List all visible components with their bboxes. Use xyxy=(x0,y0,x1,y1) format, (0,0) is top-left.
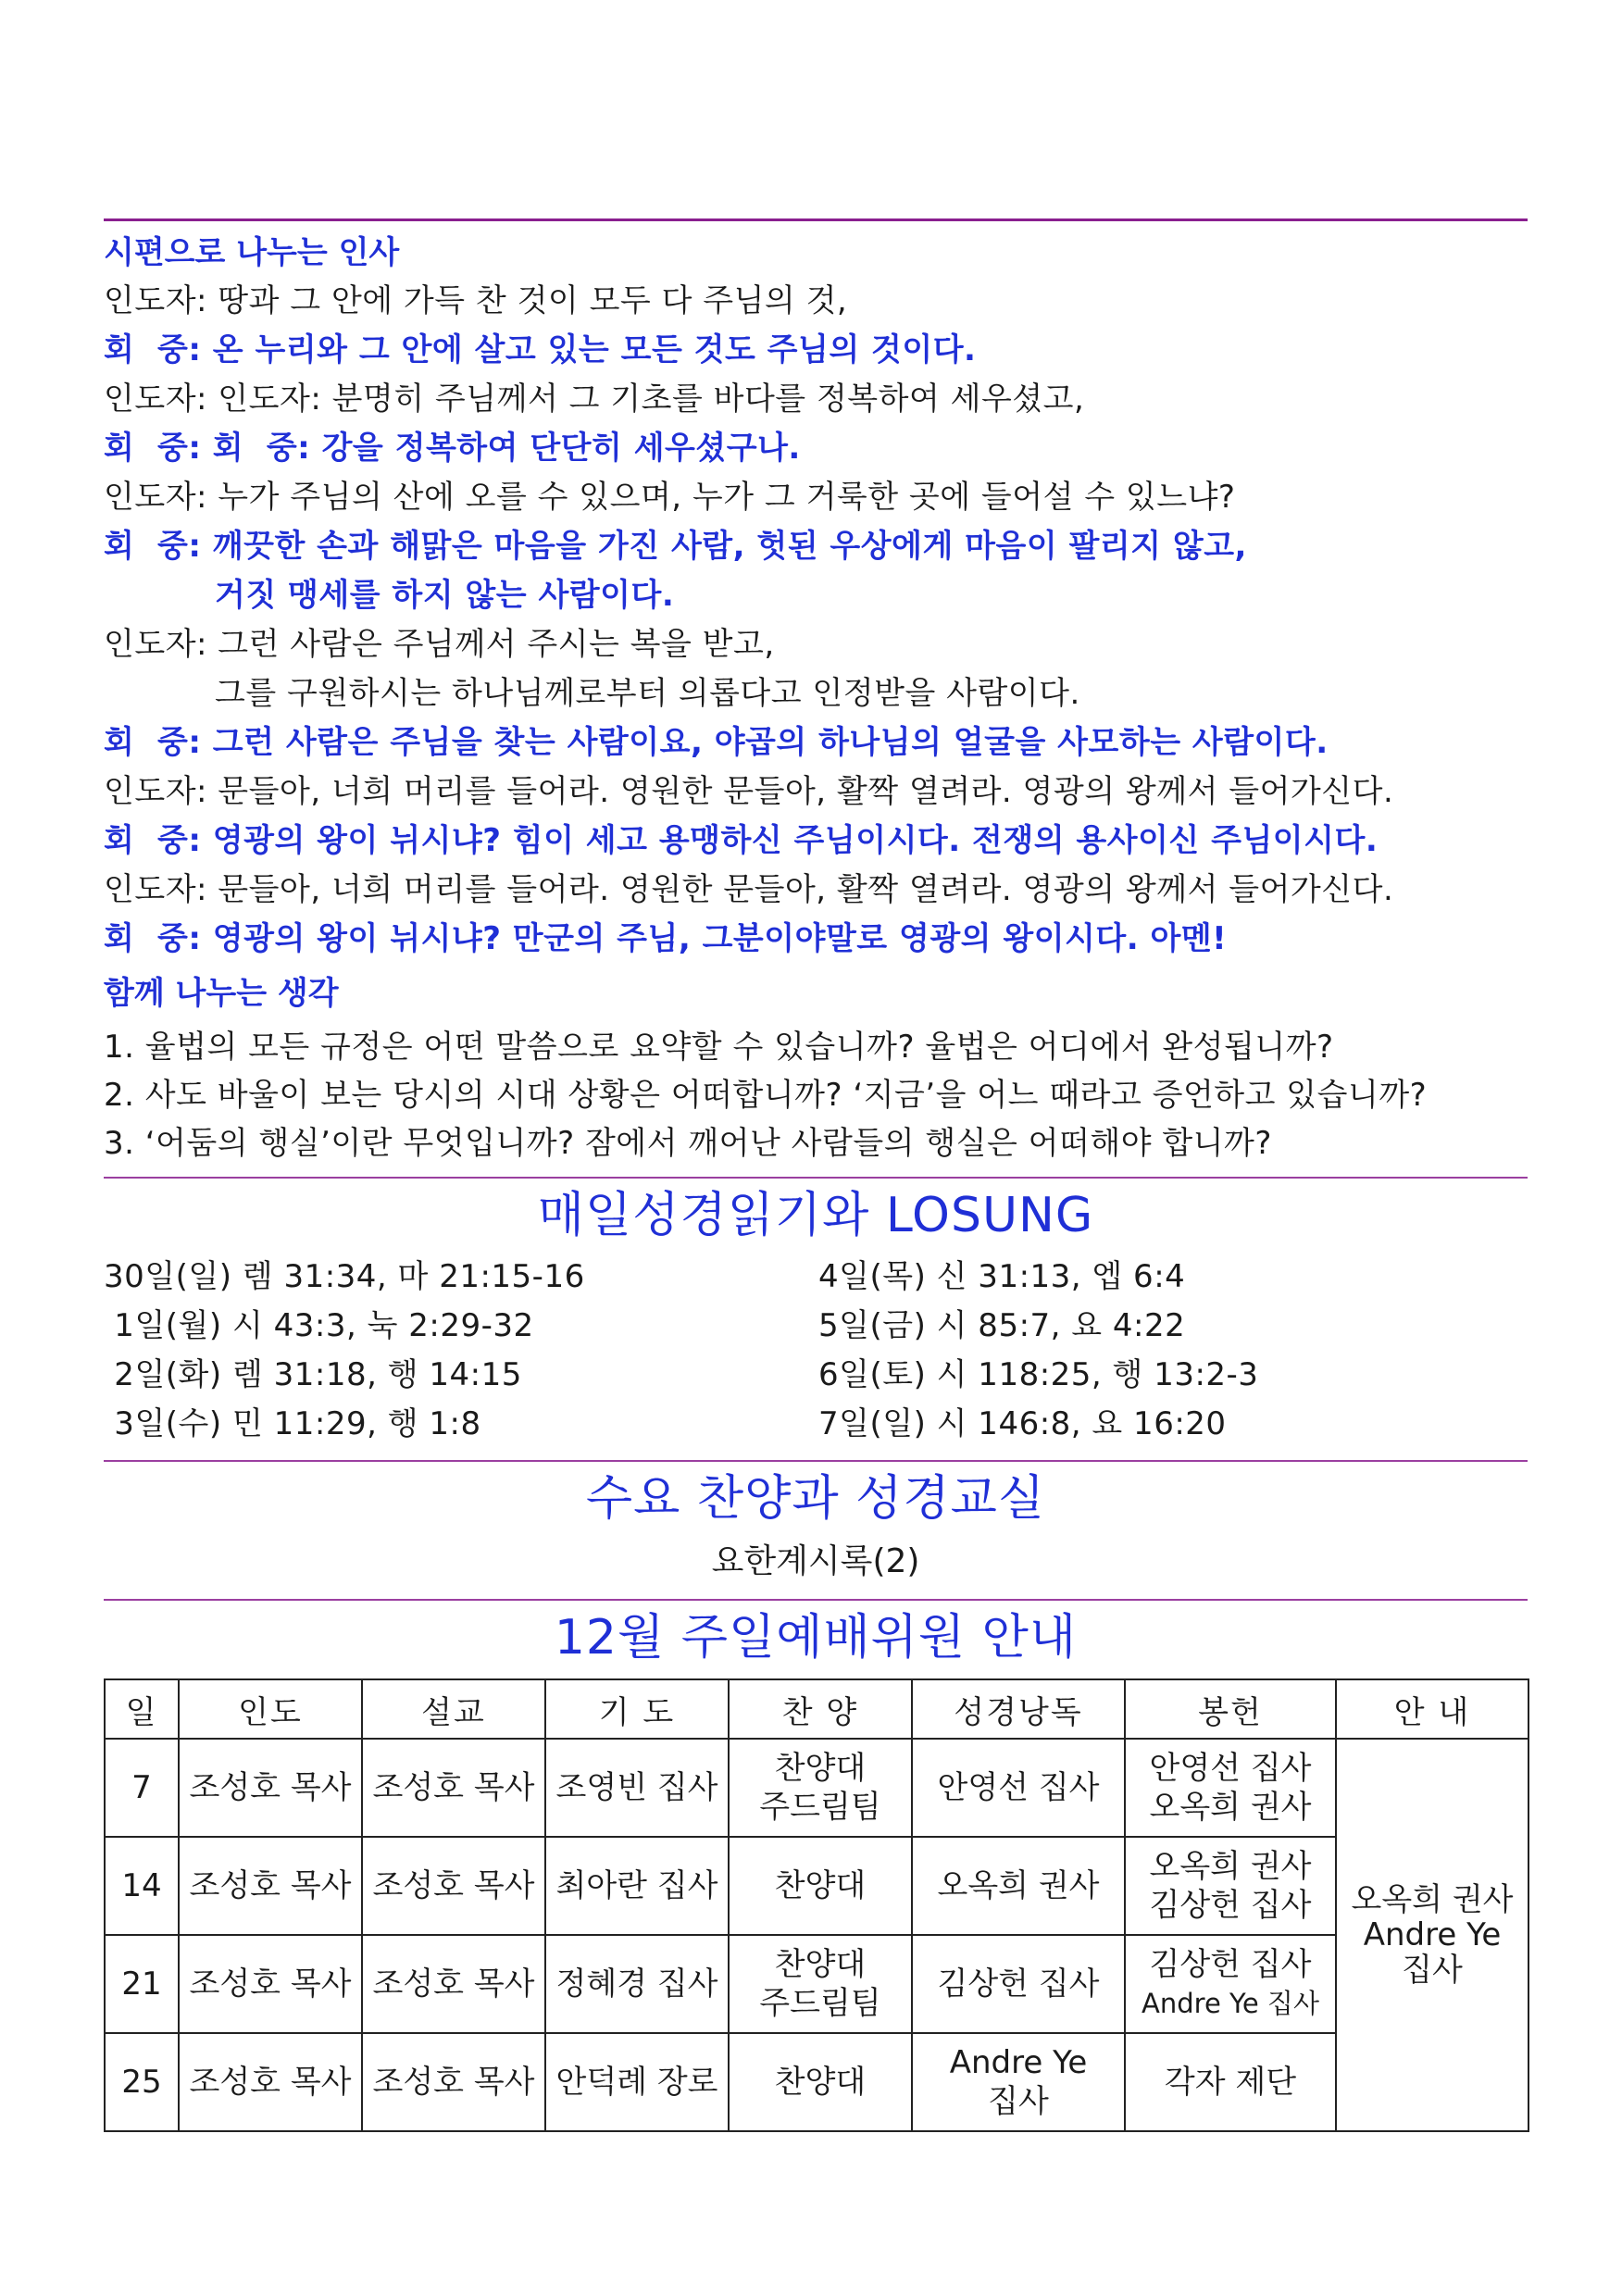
reading-entry: 2일(화) 렘 31:18, 행 14:15 xyxy=(104,1356,522,1393)
roster-lead: 조성호 목사 xyxy=(179,1739,362,1837)
roster-offering xyxy=(1125,2033,1336,2131)
roster-praise xyxy=(729,1739,912,1837)
wednesday-class-title: 수요 찬양과 성경교실 xyxy=(585,1471,1046,1527)
cell-line: Andre Ye xyxy=(949,2044,1088,2081)
roster-title: 12월 주일예배위원 안내 xyxy=(554,1610,1078,1666)
leader-line: 인도자: 땅과 그 안에 가득 찬 것이 모두 다 주님의 것, xyxy=(104,282,848,319)
roster-row xyxy=(105,1739,1528,1837)
congregation-line: 회 중: 그런 사람은 주님을 찾는 사람이요, 야곱의 하나님의 얼굴을 사모하는 사람이다. xyxy=(104,724,1329,761)
roster-prayer: 안덕례 장로 xyxy=(545,2033,729,2131)
cell-line: 오옥희 권사 xyxy=(1149,1848,1312,1885)
roster-sermon: 조성호 목사 xyxy=(362,1837,545,1935)
daily-reading-left-column xyxy=(104,1253,807,1449)
reading-entry: 4일(목) 신 31:13, 엡 6:4 xyxy=(818,1258,1186,1295)
cell-line: 김상헌 집사 xyxy=(937,1965,1100,2003)
roster-offering xyxy=(1125,1935,1336,2033)
top-divider xyxy=(104,218,1528,221)
roster-column-header: 일 xyxy=(105,1679,179,1739)
cell-line: 집사 xyxy=(988,2083,1049,2120)
cell-line: 김상헌 집사 xyxy=(1149,1946,1312,1983)
leader-line: 인도자: 그런 사람은 주님께서 주시는 복을 받고, xyxy=(104,626,775,663)
cell-line: Andre Ye 집사 xyxy=(1142,1988,1319,2019)
roster-lead: 조성호 목사 xyxy=(179,2033,362,2131)
leader-line: 인도자: 문들아, 너희 머리를 들어라. 영원한 문들아, 활짝 열려라. 영광의 왕께서 들어가신다. xyxy=(104,773,1394,810)
cell-line: 집사 xyxy=(1402,1952,1463,1989)
congregation-line: 회 중: 영광의 왕이 뉘시냐? 만군의 주님, 그분이야말로 영광의 왕이시다. 아멘! xyxy=(104,920,1228,957)
roster-lead: 조성호 목사 xyxy=(179,1935,362,2033)
roster-sermon: 조성호 목사 xyxy=(362,2033,545,2131)
roster-reading xyxy=(912,1935,1125,2033)
roster-prayer: 최아란 집사 xyxy=(545,1837,729,1935)
bulletin-page xyxy=(104,218,1528,2132)
roster-offering xyxy=(1125,1837,1336,1935)
roster-reading xyxy=(912,1837,1125,1935)
psalm-section-title: 시편으로 나누는 인사 xyxy=(104,234,400,271)
congregation-line: 회 중: 회 중: 강을 정복하여 단단히 세우셨구나. xyxy=(104,430,801,467)
cell-line: 주드림팀 xyxy=(759,1789,881,1826)
leader-line: 인도자: 누가 주님의 산에 오를 수 있으며, 누가 그 거룩한 곳에 들어설 수 있느냐? xyxy=(104,479,1236,516)
reflection-question: 2. 사도 바울이 보는 당시의 시대 상황은 어떠합니까? ‘지금’을 어느 때라고 증언하고 있습니까? xyxy=(104,1077,1428,1114)
roster-header-row xyxy=(105,1679,1528,1739)
roster-column-header: 성경낭독 xyxy=(912,1679,1125,1739)
roster-praise xyxy=(729,1935,912,2033)
congregation-line: 회 중: 영광의 왕이 뉘시냐? 힘이 세고 용맹하신 주님이시다. 전쟁의 용사이신 주님이시다. xyxy=(104,822,1379,859)
roster-usher xyxy=(1336,1739,1528,2131)
roster-sermon: 조성호 목사 xyxy=(362,1935,545,2033)
roster-column-header: 봉헌 xyxy=(1125,1679,1336,1739)
roster-prayer: 정혜경 집사 xyxy=(545,1935,729,2033)
roster-day: 21 xyxy=(105,1935,179,2033)
reflection-questions xyxy=(104,1023,1528,1167)
leader-line: 그를 구원하시는 하나님께로부터 의롭다고 인정받을 사람이다. xyxy=(215,675,1080,712)
reading-entry: 30일(일) 렘 31:34, 마 21:15-16 xyxy=(104,1258,585,1295)
roster-offering xyxy=(1125,1739,1336,1837)
cell-line: 주드림팀 xyxy=(759,1985,881,2022)
reflection-question: 3. ‘어둠의 행실’이란 무엇입니까? 잠에서 깨어난 사람들의 행실은 어떠해야 합니까? xyxy=(104,1125,1272,1162)
roster-column-header: 안 내 xyxy=(1336,1679,1528,1739)
reading-entry: 7일(일) 시 146:8, 요 16:20 xyxy=(818,1405,1227,1442)
cell-line: 찬양대 xyxy=(774,1946,867,1983)
cell-line: 오옥희 권사 xyxy=(1351,1881,1514,1918)
roster-day: 14 xyxy=(105,1837,179,1935)
cell-line: 찬양대 xyxy=(774,2064,867,2101)
roster-column-header: 찬 양 xyxy=(729,1679,912,1739)
worship-roster-table xyxy=(104,1678,1529,2132)
cell-line: 안영선 집사 xyxy=(937,1769,1100,1806)
roster-day: 25 xyxy=(105,2033,179,2131)
cell-line: 김상헌 집사 xyxy=(1149,1887,1312,1924)
roster-reading xyxy=(912,2033,1125,2131)
roster-lead: 조성호 목사 xyxy=(179,1837,362,1935)
daily-reading-list xyxy=(104,1253,1528,1449)
roster-praise xyxy=(729,2033,912,2131)
roster-column-header: 기 도 xyxy=(545,1679,729,1739)
wednesday-class-subtitle: 요한계시록(2) xyxy=(711,1542,920,1580)
daily-reading-title: 매일성경읽기와 LOSUNG xyxy=(537,1188,1094,1243)
congregation-line: 회 중: 온 누리와 그 안에 살고 있는 모든 것도 주님의 것이다. xyxy=(104,331,977,368)
cell-line: 찬양대 xyxy=(774,1867,867,1904)
reading-entry: 5일(금) 시 85:7, 요 4:22 xyxy=(818,1307,1186,1344)
reflection-question: 1. 율법의 모든 규정은 어떤 말씀으로 요약할 수 있습니까? 율법은 어디에서 완성됩니까? xyxy=(104,1029,1334,1066)
cell-line: 찬양대 xyxy=(774,1750,867,1787)
roster-sermon: 조성호 목사 xyxy=(362,1739,545,1837)
daily-reading-right-column xyxy=(807,1253,1522,1449)
cell-line: Andre Ye xyxy=(1363,1916,1502,1953)
cell-line: 각자 제단 xyxy=(1164,2064,1297,2101)
roster-row xyxy=(105,1837,1528,1935)
roster-prayer: 조영빈 집사 xyxy=(545,1739,729,1837)
roster-column-header: 설교 xyxy=(362,1679,545,1739)
leader-line: 인도자: 인도자: 분명히 주님께서 그 기초를 바다를 정복하여 세우셨고, xyxy=(104,381,1085,418)
cell-line: 오옥희 권사 xyxy=(937,1867,1100,1904)
leader-line: 인도자: 문들아, 너희 머리를 들어라. 영원한 문들아, 활짝 열려라. 영광의 왕께서 들어가신다. xyxy=(104,871,1394,908)
roster-day: 7 xyxy=(105,1739,179,1837)
psalm-responsive-reading xyxy=(104,277,1528,964)
congregation-line: 거짓 맹세를 하지 않는 사람이다. xyxy=(215,577,675,614)
reading-entry: 1일(월) 시 43:3, 눅 2:29-32 xyxy=(104,1307,534,1344)
cell-line: 오옥희 권사 xyxy=(1149,1789,1312,1826)
cell-line: 안영선 집사 xyxy=(1149,1750,1312,1787)
reflection-section-title: 함께 나누는 생각 xyxy=(104,975,339,1012)
reading-entry: 3일(수) 민 11:29, 행 1:8 xyxy=(104,1405,481,1442)
roster-row xyxy=(105,1935,1528,2033)
roster-row xyxy=(105,2033,1528,2131)
congregation-line: 회 중: 깨끗한 손과 해맑은 마음을 가진 사람, 헛된 우상에게 마음이 팔리지 않고, xyxy=(104,528,1247,565)
reading-entry: 6일(토) 시 118:25, 행 13:2-3 xyxy=(818,1356,1259,1393)
roster-reading xyxy=(912,1739,1125,1837)
roster-praise xyxy=(729,1837,912,1935)
roster-column-header: 인도 xyxy=(179,1679,362,1739)
